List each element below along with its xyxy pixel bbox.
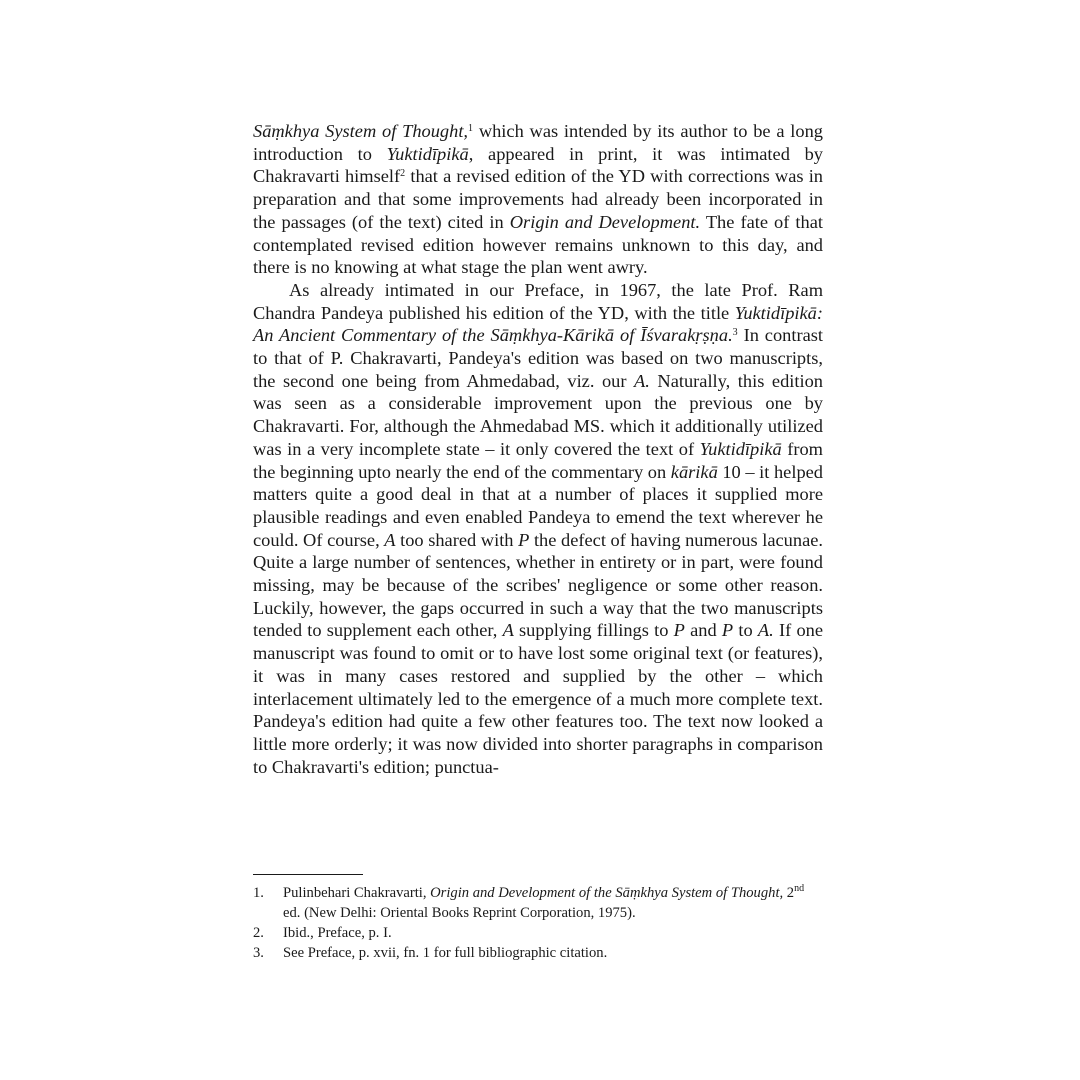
text-segment: The fate of that contemplated revised edition however remains unknown to this day, and there is no knowing at what stage the plan went awry. [253,211,823,278]
text-segment: , appeared in print, it was intimated by Chakravarti himself [253,143,823,187]
text-segment: to [733,620,758,641]
text-segment: the defect of having numerous lacunae. Quite a large number of sentences, whether in entirety or in part, were found missing, may be because of the scribes' negligence or some other reason. Luckily, however, the gaps occurred in such a way that the two manuscripts tended to supplement each other, [253,529,823,641]
manuscript-siglum: A [502,620,514,641]
footnote-ref-3[interactable]: 3 [732,327,738,339]
footnote-rule [253,874,363,875]
text-segment: 2 [783,885,795,901]
ordinal-suffix: nd [794,883,805,894]
text-segment: Naturally, this edition was seen as a considerable improvement upon the previous one by Chakravarti. For, although the Ahmedabad MS. which it additionally utilized was in a very incomplete state – it only covered the text of [253,370,823,459]
book-title: Origin and Development. [509,211,701,232]
footnote-number: 3. [253,945,264,961]
manuscript-siglum: A [384,529,396,550]
footnote-number: 2. [253,925,264,941]
paragraph-1 [253,120,823,279]
footnote-text [283,883,823,923]
text-segment: ed. (New Delhi: Oriental Books Reprint Corporation, 1975). [283,905,636,921]
text-segment: In contrast to that of P. Chakravarti, Pandeya's edition was based on two manuscripts, the second one being from Ahmedabad, viz. our [253,325,823,391]
main-text [253,120,823,778]
text-segment: that a revised edition of the YD with corrections was in preparation and that some improvements had already been incorporated in the passages (of the text) cited in [253,166,823,232]
manuscript-siglum: P [721,620,734,641]
footnote-number: 1. [253,885,264,901]
footnote-3 [253,943,823,963]
work-title: Yuktidīpikā [386,143,469,164]
manuscript-siglum: P [673,620,685,641]
text-segment: and [684,620,722,641]
book-title: Sāṃkhya System of Thought, [253,121,469,141]
footnote-ref-2[interactable]: 2 [400,168,406,180]
footnote-text: See Preface, p. xvii, fn. 1 for full bibliographic citation. [283,945,608,961]
footnote-ref-1[interactable]: 1 [468,123,474,134]
text-segment: from the beginning upto nearly the end of the commentary on [253,438,823,482]
text-segment: which was intended by its author to be a long introduction to [253,121,823,164]
book-title: Yuktidīpikā: An Ancient Commentary of the Sāṃkhya-Kārikā of Īśvarakṛṣṇa. [253,302,823,346]
text-segment: Pulinbehari Chakravarti, [283,885,431,901]
footnotes [253,874,823,963]
manuscript-siglum: A. [757,620,774,641]
book-title: Origin and Development of the Sāṃkhya System of Thought, [430,885,784,901]
manuscript-siglum: A. [634,370,650,391]
paragraph-2 [253,279,823,778]
manuscript-siglum: P [518,529,530,550]
footnote-2 [253,923,823,943]
text-segment: too shared with [395,529,519,550]
term: kārikā [670,461,718,482]
work-title: Yuktidīpikā [699,438,782,459]
footnote-text: Ibid., Preface, p. I. [283,925,392,941]
text-segment: 10 – it helped matters quite a good deal in that at a number of places it supplied more plausible readings and even enabled Pandeya to emend the text wherever he could. Of course, [253,461,823,550]
text-segment: If one manuscript was found to omit or to have lost some original text (or features), it was in many cases restored and supplied by the other – which interlacement ultimately led to the emergence of a much more complete text. Pandeya's edition had quite a few other features too. The text now looked a little more orderly; it was now divided into shorter paragraphs in comparison to Chakravarti's edition; punctua- [253,620,823,777]
text-segment: As already intimated in our Preface, in 1967, the late Prof. Ram Chandra Pandeya published his edition of the YD, with the title [253,279,823,323]
text-segment: supplying fillings to [513,620,674,641]
footnote-1 [253,883,823,923]
